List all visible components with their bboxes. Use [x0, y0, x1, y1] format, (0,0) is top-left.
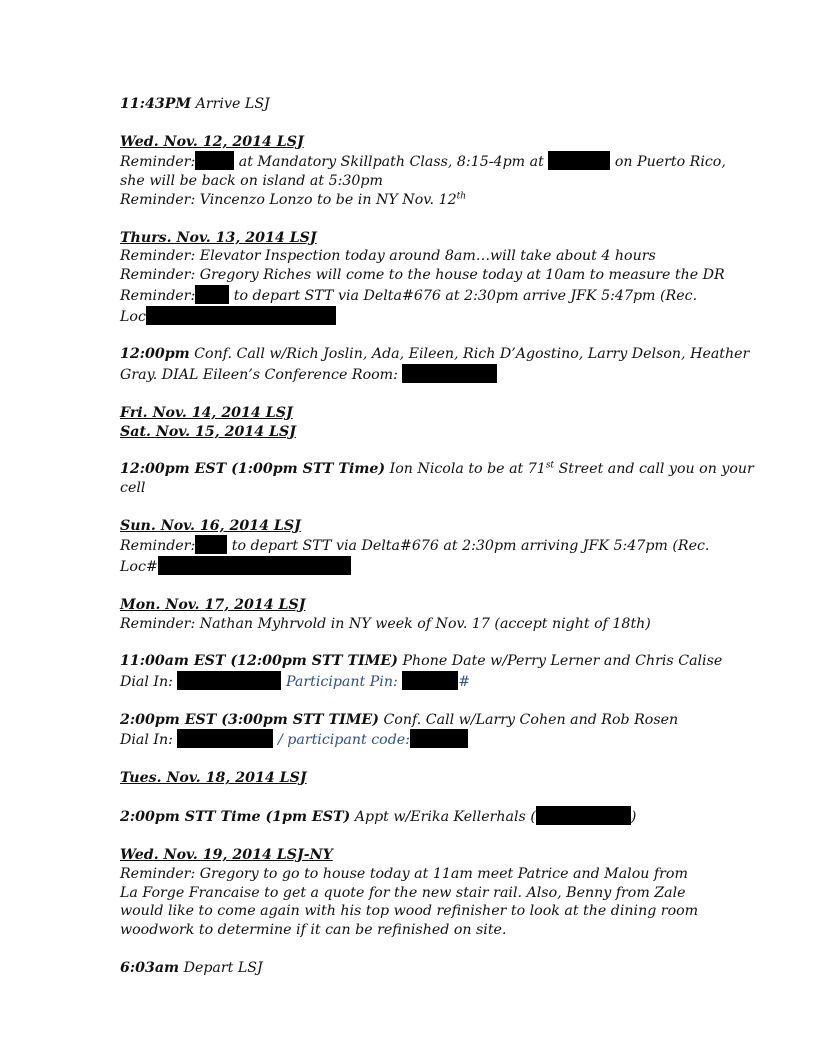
reminder-line: Reminder: Elevator Inspection today around 8am…will take about 4 hours: [120, 248, 656, 265]
reminder-line: Reminder: Gregory Riches will come to the house today at 10am to measure the DR: [120, 267, 725, 284]
reminder-line: Reminder: Nathan Myhrvold in NY week of Nov. 17 (accept night of 18th): [120, 615, 651, 632]
day-heading-nov14: Fri. Nov. 14, 2014 LSJ: [120, 404, 293, 421]
entry-phone-date: 11:00am EST (12:00pm STT TIME) Phone Date w/Perry Lerner and Chris Calise: [120, 653, 723, 670]
entry-conf-call: 12:00pm Conf. Call w/Rich Joslin, Ada, Eileen, Rich D’Agostino, Larry Delson, Heather: [120, 346, 750, 363]
redaction-box: [195, 285, 229, 304]
entry-conf-call-cohen: 2:00pm EST (3:00pm STT TIME) Conf. Call w/Larry Cohen and Rob Rosen: [120, 711, 679, 728]
day-heading-nov13: Thurs. Nov. 13, 2014 LSJ: [120, 229, 317, 246]
day-heading-nov19: Wed. Nov. 19, 2014 LSJ-NY: [120, 847, 333, 864]
redaction-box: [177, 729, 273, 748]
entry-appt: 2:00pm STT Time (1pm EST) Appt w/Erika Kellerhals ( ): [120, 806, 710, 827]
day-heading-nov16: Sun. Nov. 16, 2014 LSJ: [120, 517, 301, 534]
redaction-box: [177, 671, 281, 690]
redaction-box: [536, 806, 631, 825]
reminder-line: Reminder: to depart STT via Delta#676 at 2:30pm arriving JFK 5:47pm (Rec.: [120, 535, 710, 556]
redaction-box: [195, 151, 234, 170]
entry-arrive: [120, 95, 710, 114]
reminder-line: Loc#: [120, 556, 710, 577]
reminder-line: Loc: [120, 306, 710, 327]
entry-time: 11:43PM: [120, 96, 192, 112]
entry-ion-nicola-line2: cell: [120, 479, 146, 496]
reminder-line: she will be back on island at 5:30pm: [120, 173, 383, 190]
day-heading-nov18: Tues. Nov. 18, 2014 LSJ: [120, 769, 307, 786]
dial-in-line: Dial In: / participant code:: [120, 729, 710, 750]
redaction-box: [195, 535, 227, 554]
entry-depart: 6:03am Depart LSJ: [120, 959, 263, 976]
reminder-line: Reminder: Vincenzo Lonzo to be in NY Nov. 12th: [120, 191, 467, 208]
redaction-box: [548, 151, 610, 170]
reminder-line: Reminder: at Mandatory Skillpath Class, 8:15-4pm at on Puerto Rico,: [120, 151, 710, 172]
day-heading-nov17: Mon. Nov. 17, 2014 LSJ: [120, 596, 306, 613]
schedule-page: [120, 95, 754, 978]
entry-conf-call-line2: Gray. DIAL Eileen’s Conference Room:: [120, 364, 710, 385]
day-heading-nov12: Wed. Nov. 12, 2014 LSJ: [120, 133, 304, 150]
redaction-box: [146, 306, 336, 325]
dial-in-line: Dial In: Participant Pin: #: [120, 671, 710, 692]
reminder-line: Reminder: to depart STT via Delta#676 at 2:30pm arrive JFK 5:47pm (Rec.: [120, 285, 710, 306]
reminder-paragraph: Reminder: Gregory to go to house today at 11am meet Patrice and Malou from La Forge Francaise to get a quote for the new stair rail. Also, Benny from Zale would like to come again with his top wood refinisher to look at the dining room woodwork to determine if it can be refinished on site.: [120, 865, 699, 939]
redaction-box: [158, 556, 351, 575]
entry-text: Arrive LSJ: [195, 96, 270, 112]
redaction-box: [402, 364, 497, 383]
day-heading-nov15: Sat. Nov. 15, 2014 LSJ: [120, 423, 296, 440]
redaction-box: [410, 729, 468, 748]
redaction-box: [402, 671, 458, 690]
entry-ion-nicola: 12:00pm EST (1:00pm STT Time) Ion Nicola to be at 71st Street and call you on your: [120, 460, 754, 478]
